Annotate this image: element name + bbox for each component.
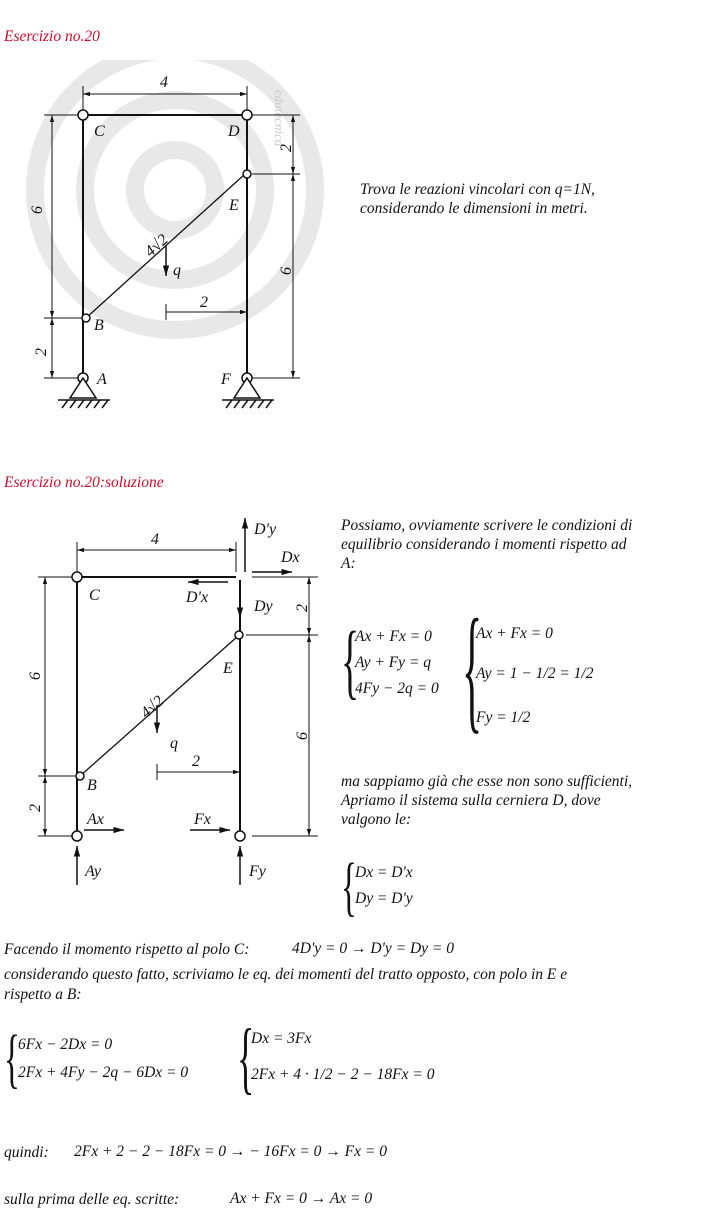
sulla-equation: Ax + Fx = 0 → Ax = 0 — [230, 1190, 373, 1207]
label-fx: Fx — [194, 811, 211, 828]
label-b-2: B — [87, 777, 97, 794]
force-arrows — [77, 518, 292, 885]
dim-load-offset: 2 — [200, 294, 208, 311]
label-e-2: E — [223, 660, 233, 677]
label-q-2: q — [170, 735, 178, 752]
moment-c-text: Facendo il momento rispetto al polo C: — [4, 941, 250, 958]
problem-text-2: considerando le dimensioni in metri. — [360, 200, 588, 217]
label-dpy: D'y — [254, 521, 277, 538]
intro-line-1: Possiamo, ovviamente scrivere le condizioni di — [341, 517, 633, 534]
dim-right-height: 6 — [278, 267, 295, 275]
note-line-3: valgono le: — [341, 811, 412, 828]
quindi-equation: 2Fx + 2 − 2 − 18Fx = 0 → − 16Fx = 0 → Fx = 0 — [74, 1143, 387, 1160]
figure-1-structure — [0, 60, 470, 420]
label-c: C — [94, 123, 105, 140]
sys2-eq-1: Ax + Fx = 0 — [476, 625, 553, 642]
label-dx: Dx — [281, 549, 300, 566]
problem-text-1: Trova le reazioni vincolari con q=1N, — [360, 181, 595, 198]
dim-right-top-2: 2 — [294, 604, 311, 612]
dim-left-height-2: 6 — [27, 672, 44, 680]
dim-left-height: 6 — [29, 206, 46, 214]
moment-c-equation: 4D'y = 0 → D'y = Dy = 0 — [292, 940, 454, 957]
sys5-eq-1: Dx = 3Fx — [251, 1030, 312, 1047]
intro-line-2: equilibrio considerando i momenti rispetto ad — [341, 536, 627, 553]
note-line-1: ma sappiamo già che esse non sono sufficienti, — [341, 773, 633, 790]
label-f: F — [221, 371, 231, 388]
sulla-text: sulla prima delle eq. scritte: — [4, 1191, 180, 1208]
sys4-eq-2: 2Fx + 4Fy − 2q − 6Dx = 0 — [18, 1064, 189, 1081]
label-dy: Dy — [254, 598, 273, 615]
label-q: q — [173, 262, 181, 279]
dim-right-height-2: 6 — [294, 732, 311, 740]
exercise-title: Esercizio no.20 — [4, 28, 100, 45]
sys1-eq-1: Ax + Fx = 0 — [355, 628, 432, 645]
sys2-eq-3: Fy = 1/2 — [476, 709, 531, 726]
dim-left-bottom-2: 2 — [27, 804, 44, 812]
dim-top: 4 — [160, 74, 168, 91]
sys3-eq-2: Dy = D'y — [355, 890, 413, 907]
dim-load-offset-2: 2 — [192, 753, 200, 770]
watermark-text: edutecnica — [272, 90, 287, 147]
label-fy: Fy — [249, 863, 266, 880]
figure-2-structure — [0, 500, 330, 900]
solution-title: Esercizio no.20:soluzione — [4, 474, 164, 491]
label-c-2: C — [89, 587, 100, 604]
dim-top-2: 4 — [151, 531, 159, 548]
dim-right-top: 2 — [278, 144, 295, 152]
label-b: B — [94, 317, 104, 334]
consider-line-2: rispetto a B: — [4, 986, 82, 1003]
label-e: E — [229, 197, 239, 214]
dim-left-bottom: 2 — [33, 348, 50, 356]
sys3-eq-1: Dx = D'x — [355, 864, 413, 881]
sys2-eq-2: Ay = 1 − 1/2 = 1/2 — [476, 665, 594, 682]
label-diag-2: 4√2 — [137, 692, 168, 722]
label-dpx: D'x — [186, 589, 209, 606]
intro-line-3: A: — [341, 555, 356, 572]
quindi-text: quindi: — [4, 1144, 49, 1161]
label-ay: Ay — [85, 863, 101, 880]
sys5-eq-2: 2Fx + 4 · 1/2 − 2 − 18Fx = 0 — [251, 1066, 435, 1083]
sys1-eq-2: Ay + Fy = q — [355, 654, 432, 671]
label-ax: Ax — [87, 811, 104, 828]
label-a: A — [97, 371, 107, 388]
label-d: D — [228, 123, 240, 140]
sys1-eq-3: 4Fy − 2q = 0 — [355, 680, 439, 697]
sys4-eq-1: 6Fx − 2Dx = 0 — [18, 1036, 113, 1053]
label-diag: 4√2 — [141, 231, 172, 261]
consider-line-1: considerando questo fatto, scriviamo le eq. dei momenti del tratto opposto, con polo in E e — [4, 966, 568, 983]
note-line-2: Apriamo il sistema sulla cerniera D, dove — [341, 792, 601, 809]
